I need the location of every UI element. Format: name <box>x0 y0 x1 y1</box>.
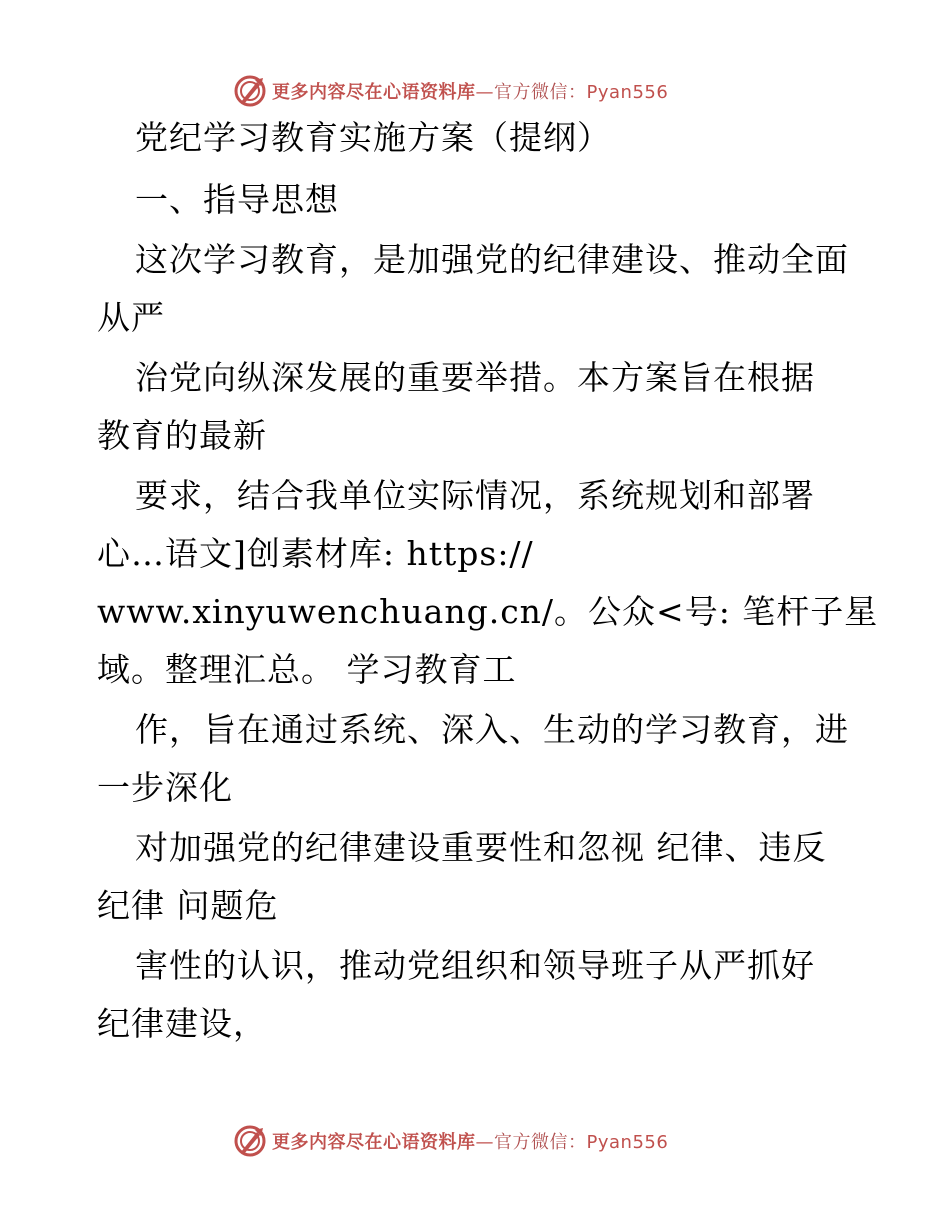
paragraph-line: www.xinyuwenchuang.cn/。公众<号: 笔杆子星 <box>97 592 879 631</box>
paragraph-line: 心…语文]创素材库: https:// <box>97 534 534 573</box>
document-title: 党纪学习教育实施方案（提纲） <box>135 118 611 157</box>
paragraph-line: 害性的认识，推动党组织和领导班子从严抓好 <box>135 946 815 985</box>
header-banner <box>0 70 950 110</box>
footer-banner <box>0 1120 950 1160</box>
paragraph-line: 对加强党的纪律建设重要性和忽视 纪律、违反 <box>135 828 827 867</box>
quill-logo-icon <box>233 74 267 108</box>
paragraph-line: 教育的最新 <box>97 416 267 455</box>
section-heading: 一、指导思想 <box>135 180 339 219</box>
header-wechat-id: Pyan556 <box>586 82 669 103</box>
header-brand: 更多内容尽在心语资料库 <box>272 82 476 103</box>
header-banner-text <box>272 78 668 104</box>
paragraph-line: 从严 <box>97 298 165 337</box>
paragraph-line: 要求，结合我单位实际情况，系统规划和部署 <box>135 476 815 515</box>
footer-brand: 更多内容尽在心语资料库 <box>272 1132 476 1153</box>
footer-wechat-id: Pyan556 <box>586 1132 669 1153</box>
header-separator: — <box>475 82 494 103</box>
paragraph-line: 域。整理汇总。 学习教育工 <box>97 650 517 689</box>
footer-separator: — <box>475 1132 494 1153</box>
paragraph-line: 纪律建设， <box>97 1004 267 1043</box>
quill-logo-icon <box>233 1124 267 1158</box>
paragraph-line: 一步深化 <box>97 768 233 807</box>
footer-wechat-label: 官方微信： <box>494 1132 587 1153</box>
footer-banner-text <box>272 1128 668 1154</box>
paragraph-line: 治党向纵深发展的重要举措。本方案旨在根据 <box>135 358 815 397</box>
paragraph-line: 纪律 问题危 <box>97 886 279 925</box>
paragraph-line: 这次学习教育，是加强党的纪律建设、推动全面 <box>135 240 849 279</box>
paragraph-line: 作，旨在通过系统、深入、生动的学习教育，进 <box>135 710 849 749</box>
header-wechat-label: 官方微信： <box>494 82 587 103</box>
